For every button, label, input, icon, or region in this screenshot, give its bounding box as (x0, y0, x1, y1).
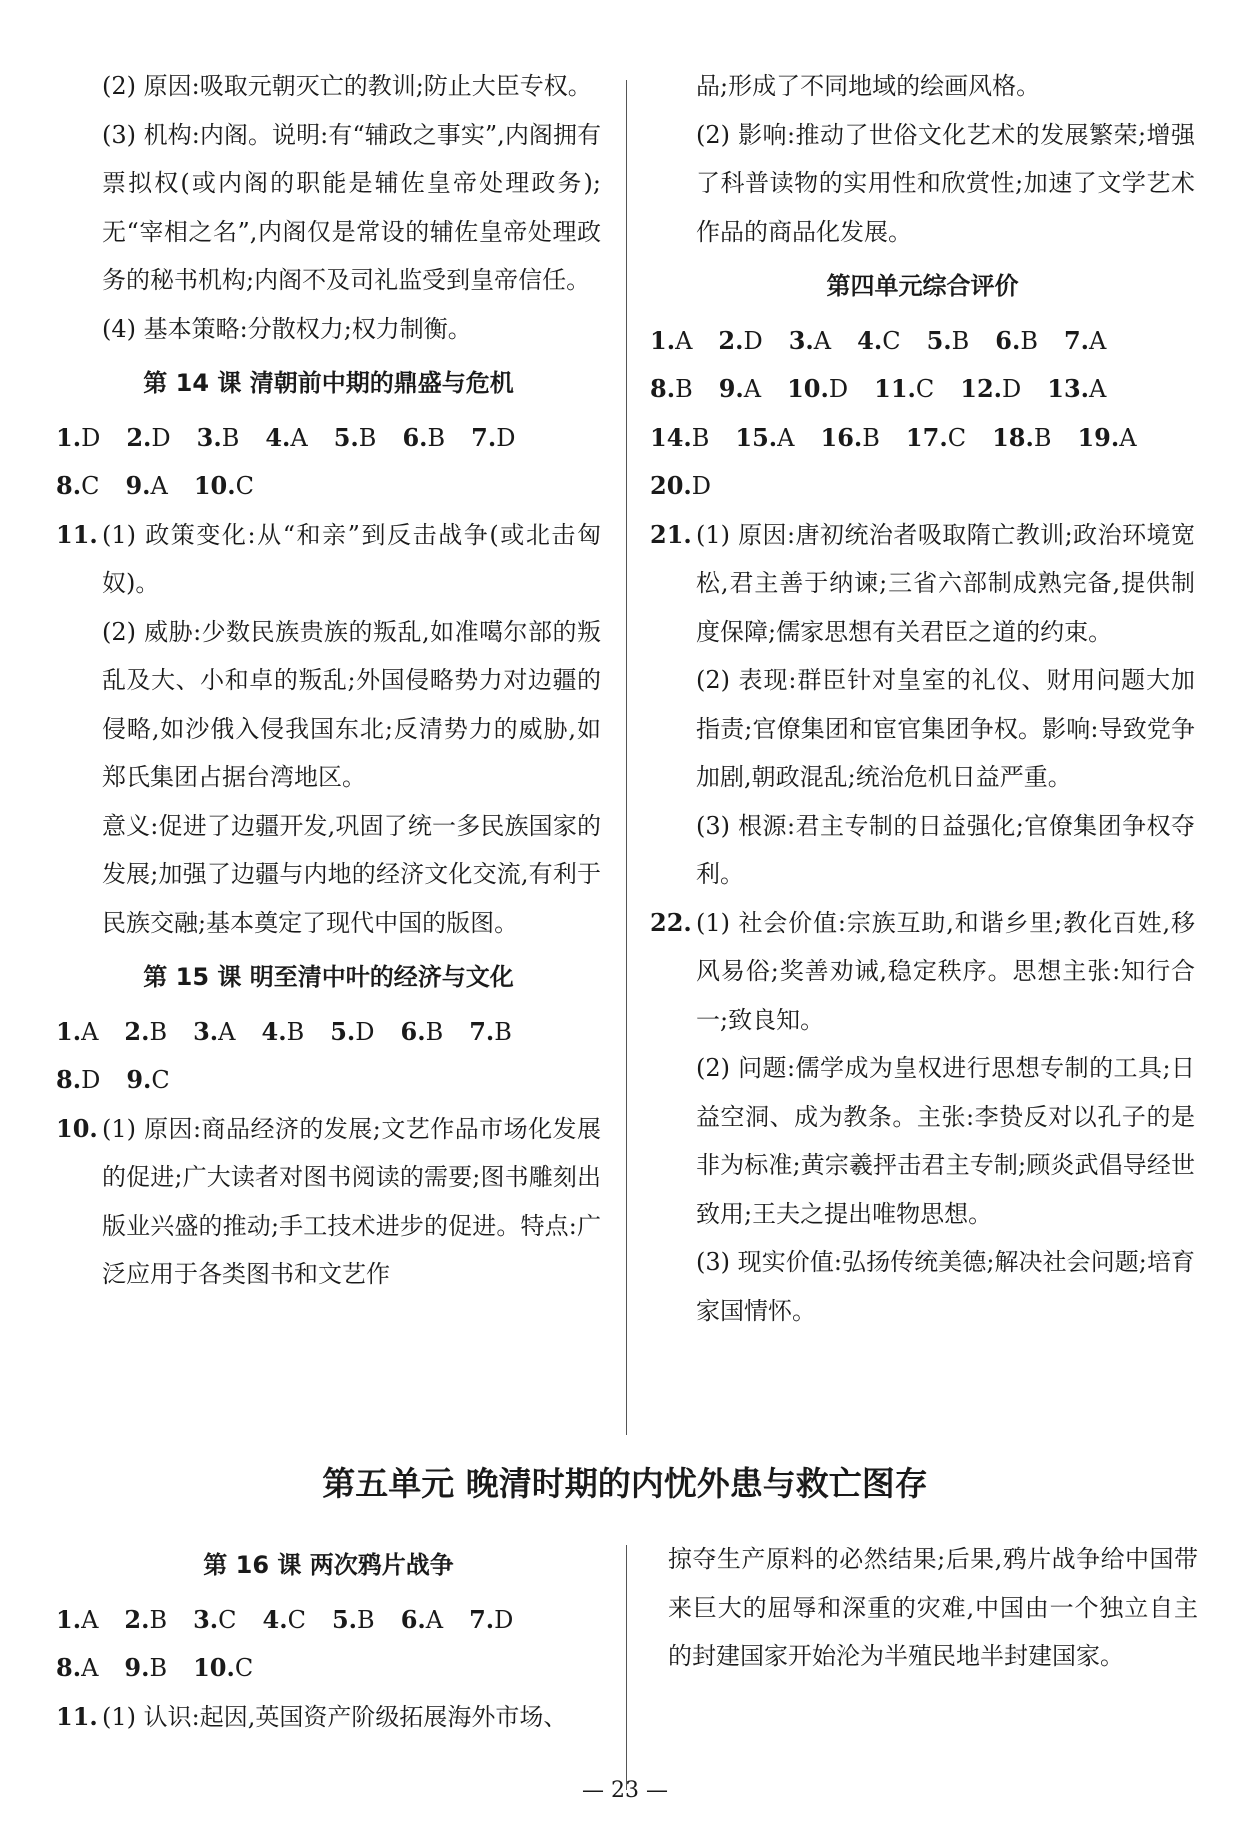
choice-answers-row: 1. A 2. D 3. A 4. C 5. B 6. B 7. A (650, 325, 1107, 355)
column-divider-bottom (626, 1545, 627, 1790)
lesson-16-title: 第 16 课 两次鸦片战争 (203, 1551, 454, 1579)
choice-answers-row: 1. A 2. B 3. C 4. C 5. B 6. A 7. D (56, 1604, 514, 1634)
answer-paragraph: 意义:促进了边疆开发,巩固了统一多民族国家的发展;加强了边疆与内地的经济文化交流,有利于民族交融;基本奠定了现代中国的版图。 (102, 811, 601, 937)
choice-answers-row: 8. C 9. A 10. C (56, 471, 254, 500)
choice-answers-row: 14. B 15. A 16. B 17. C 18. B 19. A (650, 422, 1137, 452)
answer-paragraph: (2) 影响:推动了世俗文化艺术的发展繁荣;增强了科普读物的实用性和欣赏性;加速了文学艺术作品的商品化发展。 (696, 120, 1195, 246)
choice-answers-row: 8. B 9. A 10. D 11. C 12. D 13. A (650, 374, 1107, 403)
answer-paragraph: (4) 基本策略:分散权力;权力制衡。 (102, 314, 472, 343)
column-divider-top (626, 80, 627, 1435)
left-column-top (56, 62, 601, 1299)
answer-paragraph: 品;形成了不同地域的绘画风格。 (696, 72, 1041, 100)
unit-5-title: 第五单元 晚清时期的内忧外患与救亡图存 (322, 1464, 928, 1503)
answer-paragraph: (2) 问题:儒学成为皇权进行思想专制的工具;日益空洞、成为教条。主张:李贽反对以孔子的是非为标准;黄宗羲抨击君主专制;顾炎武倡导经世致用;王夫之提出唯物思想。 (696, 1054, 1195, 1228)
answer-paragraph: 掠夺生产原料的必然结果;后果,鸦片战争给中国带来巨大的屈辱和深重的灾难,中国由一个独立自主的封建国家开始沦为半殖民地半封建国家。 (668, 1545, 1198, 1670)
left-column-bottom (56, 1535, 601, 1741)
answer-paragraph: (2) 原因:吸取元朝灭亡的教训;防止大臣专权。 (102, 72, 592, 100)
question-21: 21. (1) 原因:唐初统治者吸取隋亡教训;政治环境宽松,君主善于纳谏;三省六部制成熟完备,提供制度保障;儒家思想有关君臣之道的约束。 (650, 519, 1195, 646)
choice-answers-row: 20. D (650, 471, 712, 500)
question-11: 11. (1) 政策变化:从“和亲”到反击战争(或北击匈奴)。 (56, 519, 601, 597)
page-number: — 23 — (582, 1778, 668, 1803)
choice-answers-row: 8. D 9. C (56, 1065, 170, 1094)
lesson-14-title: 第 14 课 清朝前中期的鼎盛与危机 (143, 369, 514, 397)
choice-answers-row: 1. D 2. D 3. B 4. A 5. B 6. B 7. D (56, 422, 516, 452)
right-column-bottom (668, 1535, 1198, 1681)
question-11: 11. (1) 认识:起因,英国资产阶级拓展海外市场、 (56, 1701, 568, 1731)
answer-paragraph: (3) 机构:内阁。说明:有“辅政之事实”,内阁拥有票拟权(或内阁的职能是辅佐皇帝处理政务);无“宰相之名”,内阁仅是常设的辅佐皇帝处理政务的秘书机构;内阁不及司礼监受到皇帝信任。 (102, 120, 601, 294)
question-22: 22. (1) 社会价值:宗族互助,和谐乡里;教化百姓,移风易俗;奖善劝诫,稳定秩序。思想主张:知行合一;致良知。 (650, 907, 1195, 1034)
unit-4-review-title: 第四单元综合评价 (826, 272, 1019, 300)
answer-paragraph: (2) 威胁:少数民族贵族的叛乱,如准噶尔部的叛乱及大、小和卓的叛乱;外国侵略势力对边疆的侵略,如沙俄入侵我国东北;反清势力的威胁,如郑氏集团占据台湾地区。 (102, 617, 601, 791)
lesson-15-title: 第 15 课 明至清中叶的经济与文化 (143, 963, 514, 991)
answer-paragraph: (2) 表现:群臣针对皇室的礼仪、财用问题大加指责;官僚集团和宦官集团争权。影响:导致党争加剧,朝政混乱;统治危机日益严重。 (696, 666, 1195, 791)
answer-paragraph: (3) 根源:君主专制的日益强化;官僚集团争权夺利。 (696, 811, 1195, 888)
choice-answers-row: 8. A 9. B 10. C (56, 1653, 254, 1682)
right-column-top (650, 62, 1195, 1335)
choice-answers-row: 1. A 2. B 3. A 4. B 5. D 6. B 7. B (56, 1016, 512, 1046)
answer-paragraph: (3) 现实价值:弘扬传统美德;解决社会问题;培育家国情怀。 (696, 1248, 1195, 1325)
question-10: 10. (1) 原因:商品经济的发展;文艺作品市场化发展的促进;广大读者对图书阅读的需要;图书雕刻出版业兴盛的推动;手工技术进步的促进。特点:广泛应用于各类图书和文艺作 (56, 1113, 601, 1288)
